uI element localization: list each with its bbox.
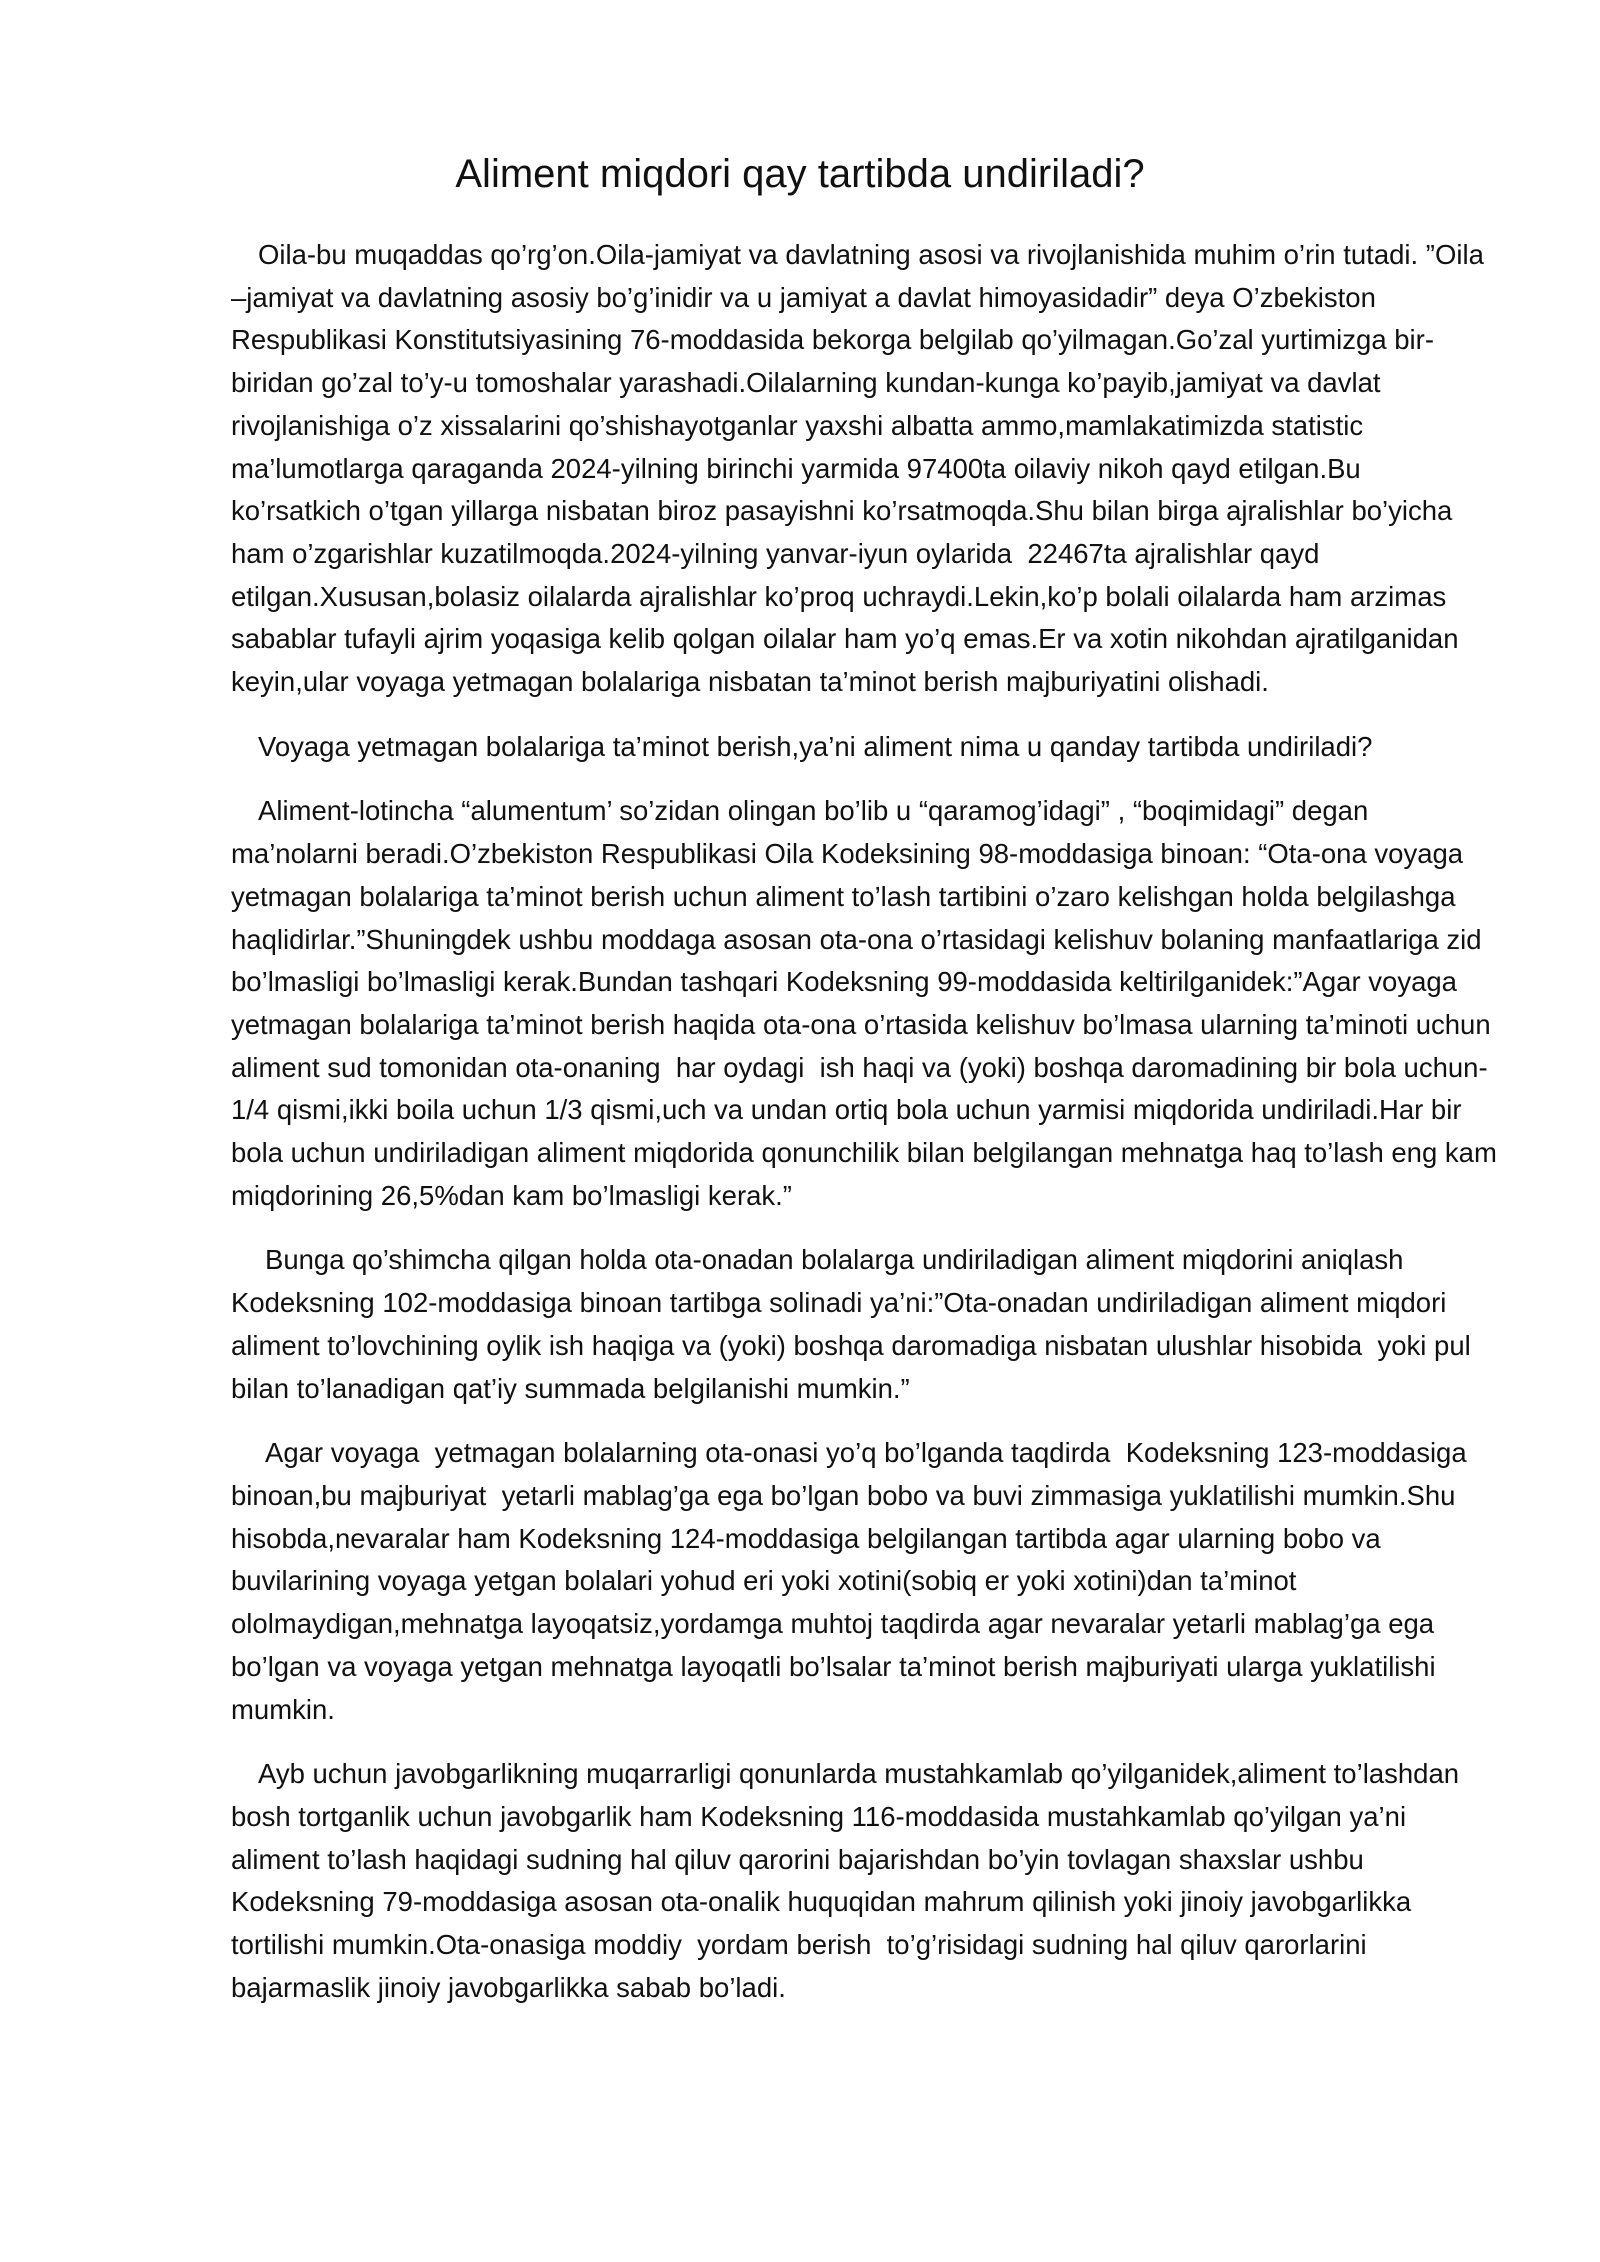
document-body	[231, 234, 1505, 2031]
paragraph-article-102: Bunga qo’shimcha qilgan holda ota-onadan bolalarga undiriladigan aliment miqdorini aniqlash Kodeksning 102-moddasiga binoan tartibga solinadi ya’ni:”Ota-onadan undiriladigan aliment miqdori aliment to’lovchining oylik ish haqiga va (yoki) boshqa daromadiga nisbatan ulushlar hisobida yoki pul bilan to’lanadigan qat’iy summada belgilanishi mumkin.”	[231, 1244, 1479, 1404]
paragraph-article-123: Agar voyaga yetmagan bolalarning ota-onasi yo’q bo’lganda taqdirda Kodeksning 123-moddasiga binoan,bu majburiyat yetarli mablag’ga ega bo’lgan bobo va buvi zimmasiga yuklatilishi mumkin.Shu hisobda,nevaralar ham Kodeksning 124-moddasiga belgilangan tartibda agar ularning bobo va buvilarining voyaga yetgan bolalari yohud eri yoki xotini(sobiq er yoki xotini)dan ta’minot ololmaydigan,mehnatga layoqatsiz,yordamga muhtoj taqdirda agar nevaralar yetarli mablag’ga ega bo’lgan va voyaga yetgan mehnatga layoqatli bo’lsalar ta’minot berish majburiyati ularga yuklatilishi mumkin.	[231, 1437, 1475, 1725]
paragraph-definition: Aliment-lotincha “alumentum’ so’zidan olingan bo’lib u “qaramog’idagi” , “boqimidagi” degan ma’nolarni beradi.O’zbekiston Respublikasi Oila Kodeksining 98-moddasiga binoan: “Ota-ona voyaga yetmagan bolalariga ta’minot berish uchun aliment to’lash tartibini o’zaro kelishgan holda belgilashga haqlidirlar.”Shuningdek ushbu moddaga asosan ota-ona o’rtasidagi kelishuv bolaning manfaatlariga zid bo’lmasligi bo’lmasligi kerak.Bundan tashqari Kodeksning 99-moddasida keltirilganidek:”Agar voyaga yetmagan bolalariga ta’minot berish haqida ota-ona o’rtasida kelishuv bo’lmasa ularning ta’minoti uchun aliment sud tomonidan ota-onaning har oydagi ish haqi va (yoki) boshqa daromadining bir bola uchun-1/4 qismi,ikki boila uchun 1/3 qismi,uch va undan ortiq bola uchun yarmisi miqdorida undiriladi.Har bir bola uchun undiriladigan aliment miqdorida qonunchilik bilan belgilangan mehnatga haq to’lash eng kam miqdorining 26,5%dan kam bo’lmasligi kerak.”	[231, 795, 1505, 1211]
paragraph-question: Voyaga yetmagan bolalariga ta’minot berish,ya’ni aliment nima u qanday tartibda undiriladi?	[258, 730, 1373, 762]
paragraph-intro: Oila-bu muqaddas qo’rg’on.Oila-jamiyat va davlatning asosi va rivojlanishida muhim o’rin tutadi. ”Oila –jamiyat va davlatning asosiy bo’g’inidir va u jamiyat a davlat himoyasidadir” deya O’zbekiston Respublikasi Konstitutsiyasining 76-moddasida bekorga belgilab qo’yilmagan.Go’zal yurtimizga bir-biridan go’zal to’y-u tomoshalar yarashadi.Oilalarning kundan-kunga ko’payib,jamiyat va davlat rivojlanishiga o’z xissalarini qo’shishayotganlar yaxshi albatta ammo,mamlakatimizda statistic ma’lumotlarga qaraganda 2024-yilning birinchi yarmida 97400ta oilaviy nikoh qayd etilgan.Bu ko’rsatkich o’tgan yillarga nisbatan biroz pasayishni ko’rsatmoqda.Shu bilan birga ajralishlar bo’yicha ham o’zgarishlar kuzatilmoqda.2024-yilning yanvar-iyun oylarida 22467ta ajralishlar qayd etilgan.Xususan,bolasiz oilalarda ajralishlar ko’proq uchraydi.Lekin,ko’p bolali oilalarda ham arzimas sabablar tufayli ajrim yoqasiga kelib qolgan oilalar ham yo’q emas.Er va xotin nikohdan ajratilganidan keyin,ular voyaga yetmagan bolalariga nisbatan ta’minot berish majburiyatini olishadi.	[231, 239, 1492, 698]
paragraph-liability: Ayb uchun javobgarlikning muqarrarligi qonunlarda mustahkamlab qo’yilganidek,aliment to’lashdan bosh tortganlik uchun javobgarlik ham Kodeksning 116-moddasida mustahkamlab qo’yilgan ya’ni aliment to’lash haqidagi sudning hal qiluv qarorini bajarishdan bo’yin tovlagan shaxslar ushbu Kodeksning 79-moddasiga asosan ota-onalik huquqidan mahrum qilinish yoki jinoiy javobgarlikka tortilishi mumkin.Ota-onasiga moddiy yordam berish to’g’risidagi sudning hal qiluv qarorlarini bajarmaslik jinoiy javobgarlikka sabab bo’ladi.	[231, 1758, 1467, 2003]
document-title: Aliment miqdori qay tartibda undiriladi?	[455, 152, 1145, 196]
